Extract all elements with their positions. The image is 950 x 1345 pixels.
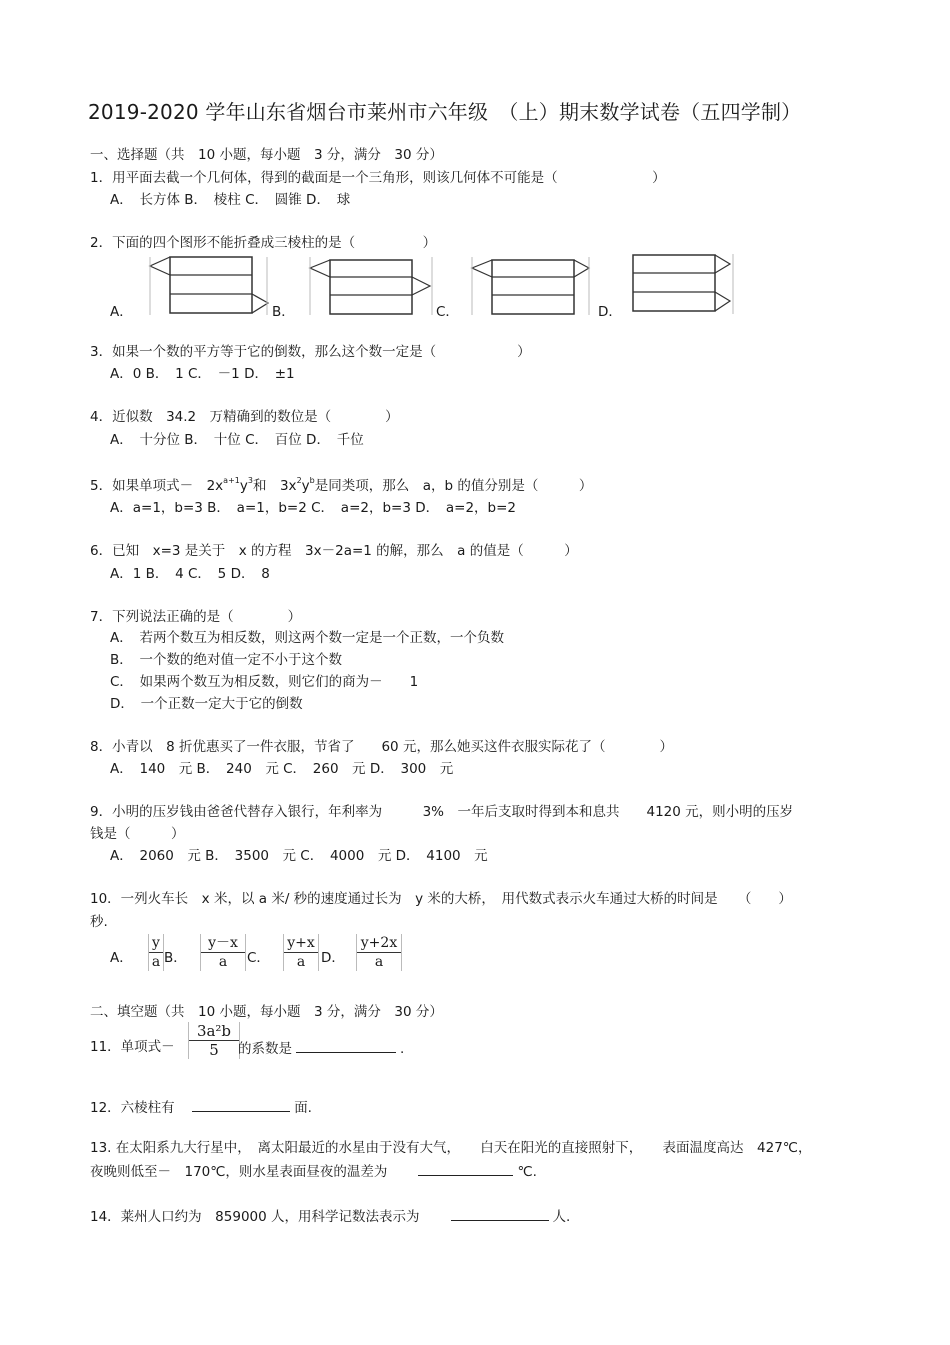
question-8-stem: 8．小青以 8 折优惠买了一件衣服，节省了 60 元，那么她买这件衣服实际花了（ ） (90, 739, 673, 755)
question-4-options: A． 十分位 B． 十位 C． 百位 D． 千位 (110, 432, 364, 448)
section-fill-heading: 二、填空题（共 10 小题，每小题 3 分，满分 30 分） (90, 1004, 443, 1020)
answer-blank-14[interactable] (451, 1206, 549, 1221)
q13-text-tail: ℃. (517, 1164, 537, 1180)
fraction-c-num: y+x (284, 934, 318, 953)
q5-exp-3: 3 (247, 476, 253, 485)
fraction-d-den: a (374, 954, 384, 970)
q5-exp-a1: a+1 (223, 476, 240, 485)
question-11-suffix: 的系数是 . (238, 1038, 404, 1058)
question-7-option-c: C． 如果两个数互为相反数，则它们的商为－ 1 (110, 674, 419, 690)
fraction-d (356, 934, 402, 971)
question-3-options: A．0 B． 1 C． －1 D． ±1 (110, 366, 295, 382)
net-figure-a (145, 255, 270, 317)
fraction-q11-den: 5 (209, 1041, 219, 1059)
question-4-stem: 4．近似数 34.2 万精确到的数位是（ ） (90, 409, 399, 425)
fraction-c-den: a (296, 954, 306, 970)
fraction-a (148, 934, 164, 971)
fraction-b-den: a (218, 954, 228, 970)
question-12 (90, 1097, 312, 1117)
q12-text-tail: 面. (294, 1100, 312, 1116)
question-5-options: A．a=1，b=3 B． a=1，b=2 C． a=2，b=3 D． a=2，b=2 (110, 500, 517, 516)
q5-var-y: y (239, 478, 248, 494)
fraction-a-num: y (149, 934, 163, 953)
question-8-options: A． 140 元 B． 240 元 C． 260 元 D． 300 元 (110, 761, 454, 777)
question-7-option-a: A． 若两个数互为相反数，则这两个数一定是一个正数，一个负数 (110, 630, 504, 646)
question-7-stem: 7．下列说法正确的是（ ） (90, 609, 302, 625)
question-6-options: A．1 B． 4 C． 5 D． 8 (110, 566, 270, 582)
question-1-stem: 1．用平面去截一个几何体，得到的截面是一个三角形，则该几何体不可能是（ ） (90, 170, 666, 186)
question-5-stem (90, 477, 592, 495)
question-9-stem-line2: 钱是（ ） (90, 826, 185, 842)
q5-exp-2: 2 (296, 476, 302, 485)
q14-text: 14．莱州人口约为 859000 人，用科学记数法表示为 (90, 1209, 420, 1225)
fraction-b-num: y－x (201, 934, 245, 953)
fraction-d-num: y+2x (357, 934, 401, 953)
q11-text: 的系数是 (238, 1041, 292, 1057)
answer-blank-11[interactable] (296, 1038, 396, 1053)
answer-blank-12[interactable] (192, 1097, 290, 1112)
fraction-c (283, 934, 319, 971)
question-9-options: A． 2060 元 B． 3500 元 C． 4000 元 D． 4100 元 (110, 848, 488, 864)
question-7-option-b: B． 一个数的绝对值一定不小于这个数 (110, 652, 343, 668)
q12-text: 12．六棱柱有 (90, 1100, 175, 1116)
question-13-line1: 13. 在太阳系九大行星中， 离太阳最近的水星由于没有大气， 白天在阳光的直接照射下， 表面温度高达 427℃， (90, 1140, 812, 1156)
question-3-stem: 3．如果一个数的平方等于它的倒数，那么这个数一定是（ ） (90, 344, 531, 360)
question-11-prefix: 11．单项式－ (90, 1039, 175, 1055)
net-figure-d (628, 252, 738, 317)
q13-text: 夜晚则低至－ 170℃，则水星表面昼夜的温差为 (90, 1164, 388, 1180)
question-13-line2 (90, 1161, 537, 1181)
question-10-label-b: B． (164, 950, 187, 966)
question-1-options: A． 长方体 B． 棱柱 C． 圆锥 D． 球 (110, 192, 351, 208)
net-figure-b (305, 255, 435, 317)
question-7-option-d: D． 一个正数一定大于它的倒数 (110, 696, 303, 712)
question-6-stem: 6．已知 x=3 是关于 x 的方程 3x－2a=1 的解，那么 a 的值是（ ） (90, 543, 578, 559)
question-14 (90, 1206, 570, 1226)
q5-text-and: 和 3x (252, 478, 297, 494)
question-9-stem-line1: 9．小明的压岁钱由爸爸代替存入银行，年利率为 3% 一年后支取时得到本和息共 4120 元，则小明的压岁 (90, 804, 794, 820)
fraction-a-den: a (151, 954, 161, 970)
question-2-stem: 2．下面的四个图形不能折叠成三棱柱的是（ ） (90, 235, 437, 251)
q14-text-tail: 人. (552, 1209, 571, 1225)
answer-blank-13[interactable] (418, 1161, 513, 1176)
q5-text-tail: 是同类项，那么 a，b 的值分别是（ ） (314, 478, 593, 494)
question-2-label-b: B． (272, 304, 295, 320)
fraction-b (200, 934, 246, 971)
q5-exp-b: b (309, 476, 315, 485)
question-2-label-d: D． (598, 304, 622, 320)
question-2-label-c: C． (436, 304, 459, 320)
q5-var-y2: y (301, 478, 310, 494)
net-figure-c (467, 255, 592, 317)
question-10-stem-line1: 10．一列火车长 x 米，以 a 米/ 秒的速度通过长为 y 米的大桥， 用代数式表示火车通过大桥的时间是 （ ） (90, 891, 792, 907)
question-10-label-d: D． (321, 950, 345, 966)
question-2-label-a: A． (110, 304, 133, 320)
question-10-stem-line2: 秒. (90, 914, 108, 930)
q5-text: 5．如果单项式－ 2x (90, 478, 224, 494)
section-choice-heading: 一、选择题（共 10 小题，每小题 3 分，满分 30 分） (90, 147, 443, 163)
fraction-q11-num: 3a²b (189, 1022, 239, 1041)
fraction-q11 (188, 1022, 240, 1059)
question-10-label-c: C． (247, 950, 270, 966)
page-title: 2019-2020 学年山东省烟台市莱州市六年级 （上）期末数学试卷（五四学制） (88, 100, 802, 124)
question-10-label-a: A． (110, 950, 133, 966)
